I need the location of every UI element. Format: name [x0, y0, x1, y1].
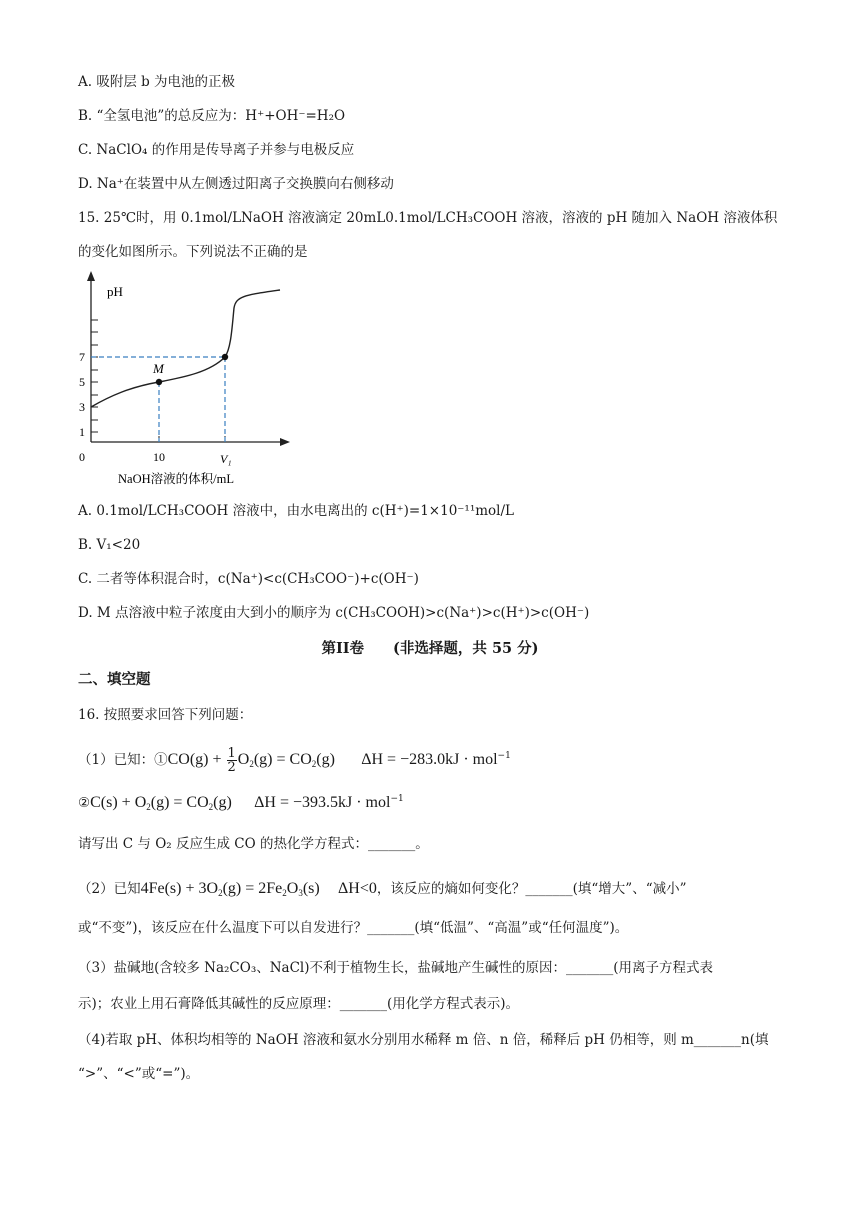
- question-16-intro: 16. 按照要求回答下列问题：: [78, 707, 253, 723]
- option-b-14: B. “全氢电池”的总反应为：H⁺+OH⁻=H₂O: [78, 108, 346, 124]
- ylabel: pH: [107, 284, 123, 299]
- x-axis-arrow: [280, 438, 290, 446]
- option-c-14: C. NaClO₄ 的作用是传导离子并参与电极反应: [78, 142, 355, 158]
- q16-part3-line2: 示)；农业上用石膏降低其碱性的反应原理：_______(用化学方程式表示)。: [78, 996, 520, 1012]
- section-title: 第II卷 (非选择题，共 55 分): [321, 640, 539, 657]
- origin-label: 0: [79, 450, 85, 464]
- q16-part3-line1: （3）盐碱地(含较多 Na₂CO₃、NaCl)不利于植物生长，盐碱地产生碱性的原因：_______(用离子方程式表: [78, 960, 714, 976]
- question-15-line1: 15. 25℃时，用 0.1mol/LNaOH 溶液滴定 20mL0.1mol/LCH₃COOH 溶液，溶液的 pH 随加入 NaOH 溶液体积: [78, 210, 778, 226]
- q16-part2-line1: （2）已知$4Fe(s) + 3O_2(g) = 2Fe_2O_3(s)$ ΔH<0，该反应的熵如何变化？_______(填“增大”、“减小”: [78, 880, 687, 898]
- q16-eq2-dh: ΔH = −393.5kJ · mol: [254, 794, 391, 811]
- point-m-label: M: [153, 361, 164, 376]
- y-tick-label-1: 1: [79, 425, 85, 439]
- option-d-15: D. M 点溶液中粒子浓度由大到小的顺序为 c(CH₃COOH)>c(Na⁺)>c(H⁺)>c(OH⁻): [78, 605, 590, 621]
- q16-part1-prefix: （1）已知：①: [78, 752, 168, 768]
- option-d-14: D. Na⁺在装置中从左侧透过阳离子交换膜向右侧移动: [78, 176, 394, 192]
- q16-part1-eq1: （1）已知：①CO(g) + $\frac{1}{2}$ $O_2(g) = CO_2(g) \Delta H = -283.0kJ \cdot mol^{-1}$: [78, 746, 511, 775]
- xlabel: NaOH溶液的体积/mL: [118, 472, 234, 486]
- option-b-15: B. V₁<20: [78, 537, 141, 553]
- point-m: [156, 379, 162, 385]
- option-c-15: C. 二者等体积混合时，c(Na⁺)<c(CH₃COO⁻)+c(OH⁻): [78, 571, 419, 587]
- q16-part1-eq2: ②C(s) + $O_2(g) = CO_2(g) \Delta H = -393.5kJ \cdot mol^{-1}$: [78, 794, 404, 812]
- q16-part4-line1: （4)若取 pH、体积均相等的 NaOH 溶液和氨水分别用水稀释 m 倍、n 倍，稀释后 pH 仍相等，则 m_______n(填: [78, 1032, 769, 1048]
- y-ticks: [91, 320, 98, 432]
- titration-chart: [70, 268, 300, 490]
- option-a-14: A. 吸附层 b 为电池的正极: [78, 74, 236, 90]
- q16-part2-dh: ΔH<0: [338, 880, 377, 897]
- y-tick-label-5: 5: [79, 375, 85, 389]
- point-v1: [222, 354, 228, 360]
- question-15-line2: 的变化如图所示。下列说法不正确的是: [78, 244, 308, 260]
- x-tick-label-10: 10: [153, 450, 165, 464]
- section-heading: 二、填空题: [78, 671, 151, 688]
- q16-part1-ask: 请写出 C 与 O₂ 反应生成 CO 的热化学方程式：_______。: [78, 836, 429, 852]
- q16-part4-line2: “>”、“<”或“=”)。: [78, 1066, 200, 1082]
- q16-part2-rest: ，该反应的熵如何变化？_______(填“增大”、“减小”: [376, 881, 687, 897]
- q16-part2-prefix: （2）已知: [78, 881, 141, 897]
- q16-eq2-prefix: ②: [78, 795, 91, 811]
- titration-curve: [91, 290, 280, 407]
- y-tick-label-7: 7: [79, 350, 85, 364]
- q16-part2-line2: 或“不变”)，该反应在什么温度下可以自发进行？_______(填“低温”、“高温”或“任何温度”)。: [78, 920, 629, 936]
- option-a-15: A. 0.1mol/LCH₃COOH 溶液中，由水电离出的 c(H⁺)=1×10⁻¹¹mol/L: [78, 503, 514, 519]
- y-tick-label-3: 3: [79, 400, 85, 414]
- q16-eq1-dh: ΔH = −283.0kJ · mol: [361, 751, 498, 768]
- x-tick-label-v1: V₁: [220, 452, 232, 466]
- y-axis-arrow: [87, 271, 95, 281]
